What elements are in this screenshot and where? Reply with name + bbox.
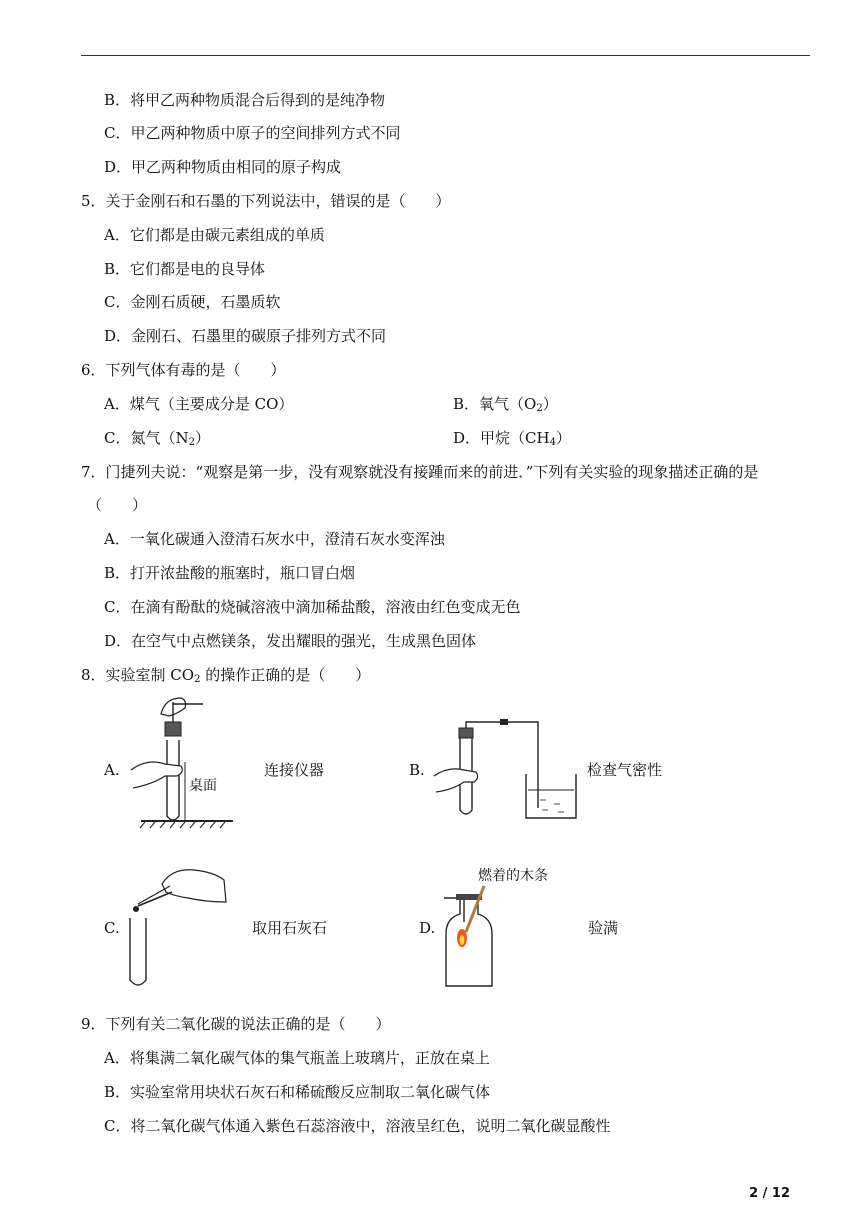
q5-option-d: D．金刚石、石墨里的碳原子排列方式不同 bbox=[104, 327, 387, 345]
q8-option-d-caption: 验满 bbox=[588, 919, 619, 937]
q6-option-d: D．甲烷$(CH_4)$ bbox=[453, 429, 571, 448]
q8-figure-c-take-limestone bbox=[122, 862, 232, 992]
q8-option-b-caption: 检查气密性 bbox=[587, 761, 663, 779]
q5-option-a: A．它们都是由碳元素组成的单质 bbox=[104, 226, 325, 244]
q8-figure-d-full-check bbox=[444, 862, 574, 992]
q8-figure-b-airtightness-check bbox=[430, 718, 590, 828]
q6-option-c: C．氮气$(N_2)$ bbox=[104, 429, 210, 448]
q4-option-b: B．将甲乙两种物质混合后得到的是纯净物 bbox=[104, 91, 386, 109]
q9-stem: 9．下列有关二氧化碳的说法正确的是（ ） bbox=[81, 1015, 391, 1033]
q8-figure-a-connect-apparatus bbox=[125, 692, 235, 832]
q7-stem-continuation: （ ） bbox=[87, 496, 148, 514]
header-rule bbox=[81, 55, 810, 56]
q5-option-b: B．它们都是电的良导体 bbox=[104, 260, 266, 278]
q6-option-a: A．煤气（主要成分是 CO） bbox=[104, 395, 294, 413]
q7-option-d: D．在空气中点燃镁条，发出耀眼的强光，生成黑色固体 bbox=[104, 632, 477, 650]
q8-option-a-caption: 连接仪器 bbox=[264, 761, 325, 779]
q8-option-c-caption: 取用石灰石 bbox=[252, 919, 328, 937]
q4-option-c: C．甲乙两种物质中原子的空间排列方式不同 bbox=[104, 124, 401, 142]
q6-stem: 6．下列气体有毒的是（ ） bbox=[81, 361, 286, 379]
q8-figure-a-desk-label: 桌面 bbox=[189, 778, 217, 794]
q7-option-a: A．一氧化碳通入澄清石灰水中，澄清石灰水变浑浊 bbox=[104, 530, 445, 548]
q4-option-d: D．甲乙两种物质由相同的原子构成 bbox=[104, 158, 342, 176]
q8-option-c-letter: C. bbox=[104, 919, 120, 937]
q8-stem: 8．实验室制 $CO_2$ 的操作正确的是（ ） bbox=[81, 666, 371, 685]
q9-option-b: B．实验室常用块状石灰石和稀硫酸反应制取二氧化碳气体 bbox=[104, 1083, 491, 1101]
q7-option-c: C．在滴有酚酞的烧碱溶液中滴加稀盐酸，溶液由红色变成无色 bbox=[104, 598, 521, 616]
q8-option-b-letter: B. bbox=[409, 761, 425, 779]
page-number: 2 / 12 bbox=[749, 1186, 790, 1201]
q9-option-c: C．将二氧化碳气体通入紫色石蕊溶液中，溶液呈红色，说明二氧化碳显酸性 bbox=[104, 1117, 611, 1135]
q9-option-a: A．将集满二氧化碳气体的集气瓶盖上玻璃片，正放在桌上 bbox=[104, 1049, 490, 1067]
q8-figure-d-burning-stick-label: 燃着的木条 bbox=[478, 868, 548, 884]
q8-option-d-letter: D. bbox=[419, 919, 436, 937]
q7-stem: 7．门捷列夫说：“观察是第一步，没有观察就没有接踵而来的前进．”下列有关实验的现象描述正确的是 bbox=[81, 463, 759, 481]
q7-option-b: B．打开浓盐酸的瓶塞时，瓶口冒白烟 bbox=[104, 564, 356, 582]
q6-option-b: B．氧气$(O_2)$ bbox=[453, 395, 558, 414]
q8-option-a-letter: A. bbox=[104, 761, 120, 779]
q5-stem: 5．关于金刚石和石墨的下列说法中，错误的是（ ） bbox=[81, 192, 451, 210]
q5-option-c: C．金刚石质硬，石墨质软 bbox=[104, 293, 281, 311]
